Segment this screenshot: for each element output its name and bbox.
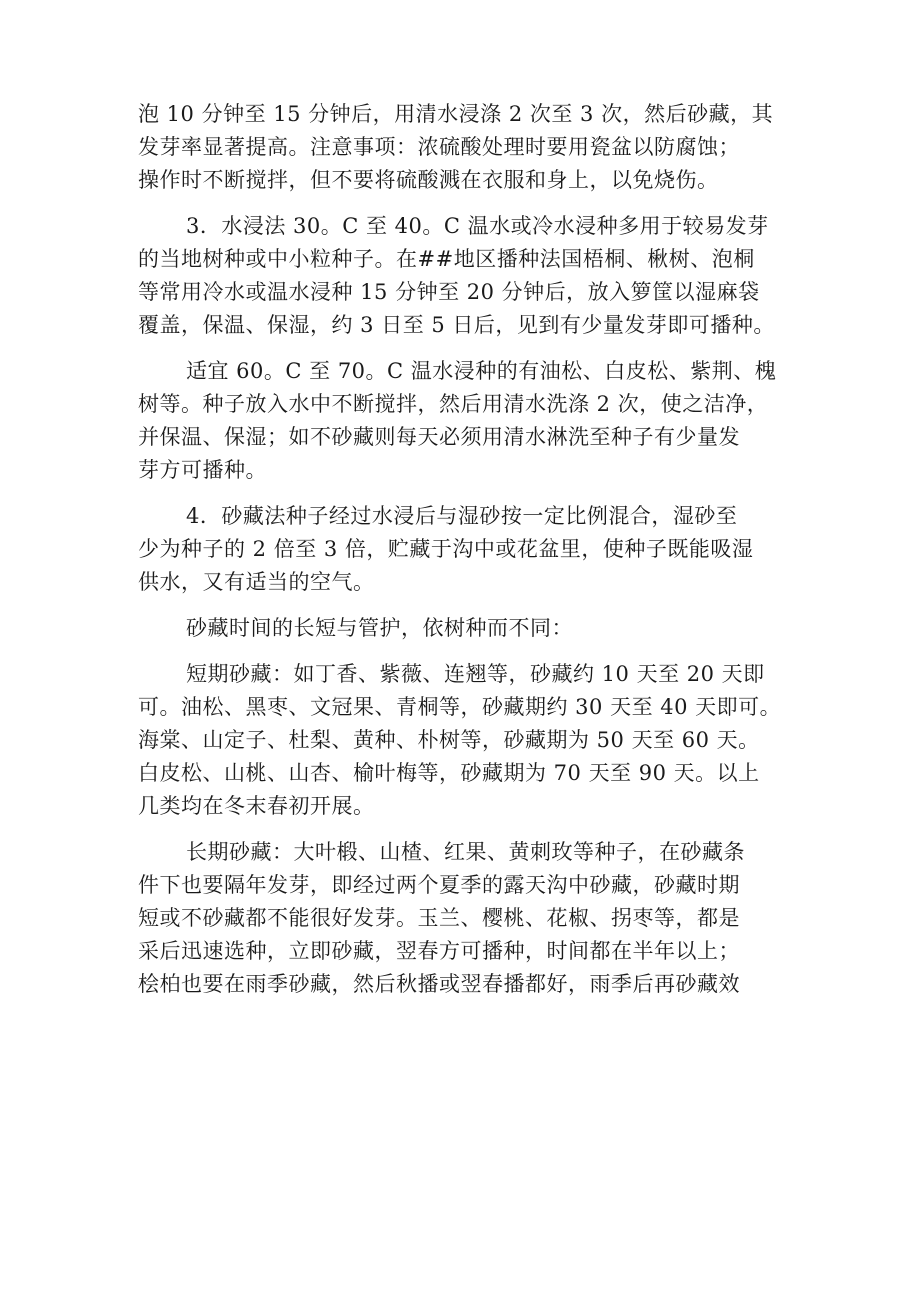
text-line: 芽方可播种。 [138,458,267,482]
text-line: 件下也要隔年发芽，即经过两个夏季的露天沟中砂藏，砂藏时期 [138,873,740,897]
text-line: 海棠、山定子、杜梨、黄种、朴树等，砂藏期为 50 天至 60 天。 [138,728,760,752]
text-line: 短或不砂藏都不能很好发芽。玉兰、樱桃、花椒、拐枣等，都是 [138,906,740,930]
text-line: 泡 10 分钟至 15 分钟后，用清水浸涤 2 次至 3 次，然后砂藏，其 [138,102,774,126]
document-page [138,98,790,1014]
text-line: 少为种子的 2 倍至 3 倍，贮藏于沟中或花盆里，使种子既能吸湿 [138,537,754,561]
paragraph [138,98,790,197]
text-line: 采后迅速选种，立即砂藏，翌春方可播种，时间都在半年以上； [138,939,740,963]
paragraph [138,500,790,599]
paragraph [138,836,790,1001]
text-line: 操作时不断搅拌，但不要将硫酸溅在衣服和身上，以免烧伤。 [138,168,719,192]
text-line: 供水，又有适当的空气。 [138,570,375,594]
paragraph [138,355,790,487]
text-line: 4．砂藏法种子经过水浸后与湿砂按一定比例混合，湿砂至 [186,504,738,528]
text-line: 短期砂藏：如丁香、紫薇、连翘等，砂藏约 10 天至 20 天即 [186,662,765,686]
text-line: 可。油松、黑枣、文冠果、青桐等，砂藏期约 30 天至 40 天即可。 [138,695,782,719]
text-line: 3．水浸法 30。C 至 40。C 温水或冷水浸种多用于较易发芽 [186,214,769,238]
paragraph [138,612,790,645]
text-line: 的当地树种或中小粒种子。在##地区播种法国梧桐、楸树、泡桐 [138,247,755,271]
text-line: 发芽率显著提高。注意事项：浓硫酸处理时要用瓷盆以防腐蚀； [138,135,740,159]
text-line: 树等。种子放入水中不断搅拌，然后用清水洗涤 2 次，使之洁净， [138,392,769,416]
text-line: 覆盖，保温、保湿，约 3 日至 5 日后，见到有少量发芽即可播种。 [138,313,775,337]
paragraph [138,210,790,342]
text-line: 桧柏也要在雨季砂藏，然后秋播或翌春播都好，雨季后再砂藏效 [138,972,740,996]
text-line: 等常用冷水或温水浸种 15 分钟至 20 分钟后，放入箩筐以湿麻袋 [138,280,760,304]
text-line: 白皮松、山桃、山杏、榆叶梅等，砂藏期为 70 天至 90 天。以上 [138,761,760,785]
text-line: 并保温、保湿；如不砂藏则每天必须用清水淋洗至种子有少量发 [138,425,740,449]
text-line: 长期砂藏：大叶椴、山楂、红果、黄刺玫等种子，在砂藏条 [186,840,745,864]
text-line: 砂藏时间的长短与管护，依树种而不同： [186,616,573,640]
text-line: 适宜 60。C 至 70。C 温水浸种的有油松、白皮松、紫荆、槐 [186,359,777,383]
text-line: 几类均在冬末春初开展。 [138,794,375,818]
paragraph [138,658,790,823]
